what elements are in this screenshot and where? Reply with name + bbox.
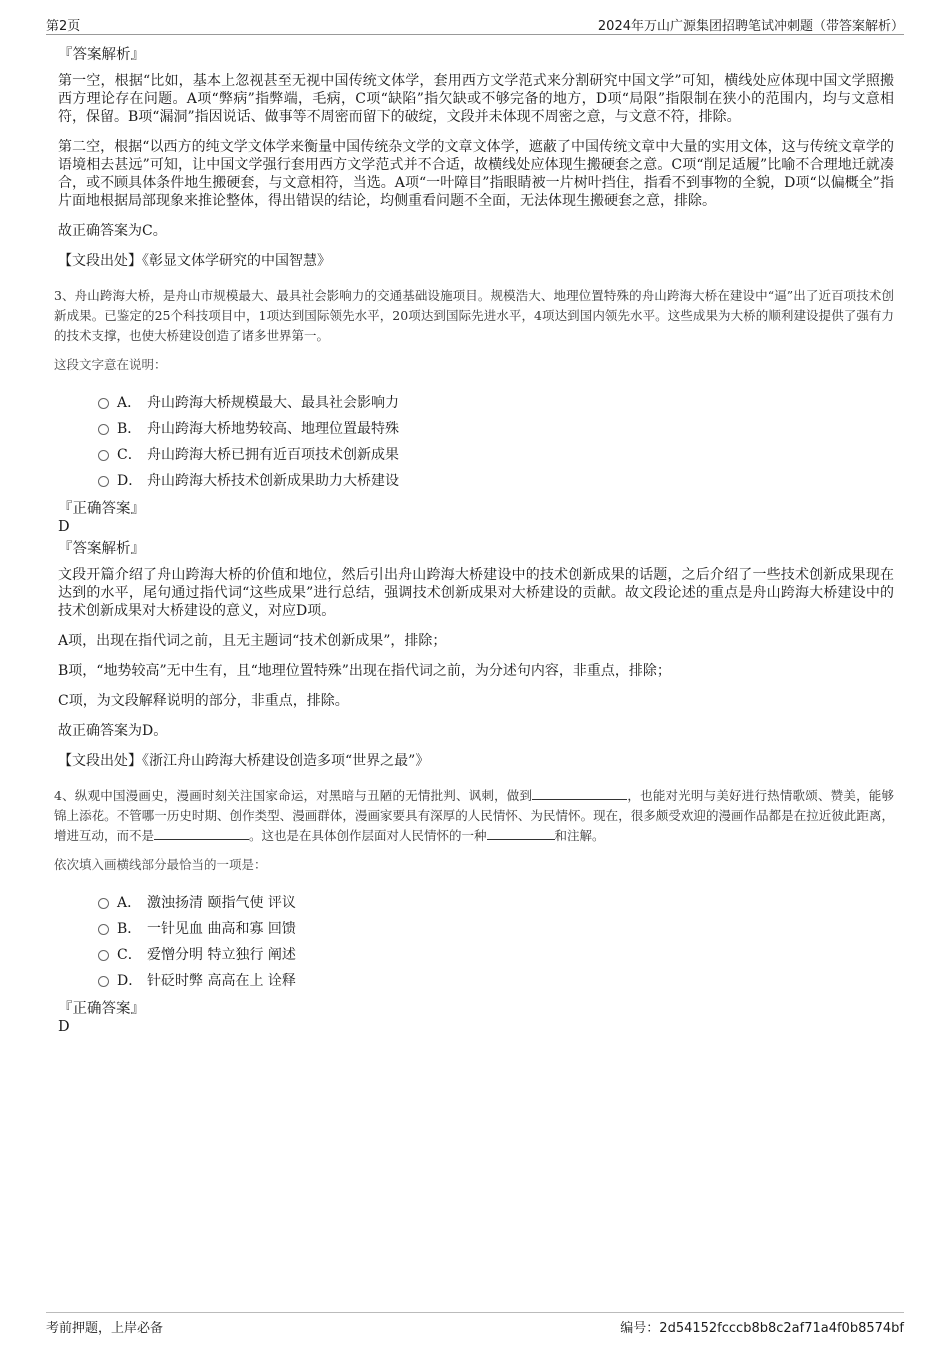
q3-analysis-p4: C项，为文段解释说明的部分，非重点，排除。 [58,693,349,709]
q2-analysis-p3: 故正确答案为C。 [58,223,167,239]
q4-text-part3: 。这也是在具体创作层面对人民情怀的一种 [249,828,487,843]
page-content [54,46,894,1036]
option-text: 针砭时弊 高高在上 诠释 [147,973,296,989]
q3-analysis-p5: 故正确答案为D。 [58,723,168,739]
radio-icon[interactable] [98,424,109,435]
q3-option-c[interactable] [98,442,894,468]
q4-option-c[interactable] [98,942,894,968]
q4-options [98,890,894,994]
option-text: 舟山跨海大桥地势较高、地理位置最特殊 [147,421,399,437]
q4-text [54,786,894,846]
q3-analysis-p2: A项，出现在指代词之前，且无主题词“技术创新成果”，排除； [58,633,447,649]
q3-correct-label: 『正确答案』 [58,501,145,517]
q3-correct-answer: D [58,519,70,535]
document-id: 编号：2d54152fcccb8b8c2af71a4f0b8574bf [620,1321,904,1336]
q2-analysis-p1: 第一空，根据“比如，基本上忽视甚至无视中国传统文体学，套用西方文学范式来分割研究中国文学”可知，横线处应体现中国文学照搬西方理论存在问题。A项“弊病”指弊端，毛病，C项“缺陷”指欠缺或不够完备的地方，D项“局限”指限制在狭小的范围内，均与文意相符，保留。B项“漏洞”指因说话、做事等不周密而留下的破绽，文段并未体现不周密之意，与文意不符，排除。 [58,73,894,125]
document-title: 2024年万山广源集团招聘笔试冲刺题（带答案解析） [597,19,904,34]
q3-option-a[interactable] [98,390,894,416]
q2-source: 【文段出处】《彰显文体学研究的中国智慧》 [58,253,331,269]
option-key: B． [117,421,142,437]
q4-option-a[interactable] [98,890,894,916]
radio-icon[interactable] [98,924,109,935]
radio-icon[interactable] [98,476,109,487]
option-key: A． [117,395,142,411]
blank-2 [154,827,249,840]
q3-text: 3、舟山跨海大桥，是舟山市规模最大、最具社会影响力的交通基础设施项目。规模浩大、地理位置特殊的舟山跨海大桥在建设中“逼”出了近百项技术创新成果。已鉴定的25个科技项目中，1项达到国际领先水平，20项达到国际先进水平，4项达到国内领先水平。这些成果为大桥的顺利建设提供了强有力的技术支撑，也使大桥建设创造了诸多世界第一。 [54,288,894,343]
option-key: C． [117,947,142,963]
q3-analysis-p1: 文段开篇介绍了舟山跨海大桥的价值和地位，然后引出舟山跨海大桥建设中的技术创新成果的话题，之后介绍了一些技术创新成果现在达到的水平，尾句通过指代词“这些成果”进行总结，强调技术创新成果对大桥建设的贡献。故文段论述的重点是舟山跨海大桥建设中的技术创新成果对大桥建设的意义，对应D项。 [58,567,894,619]
q3-analysis-p3: B项，“地势较高”无中生有，且“地理位置特殊”出现在指代词之前，为分述句内容，非重点，排除； [58,663,671,679]
radio-icon[interactable] [98,898,109,909]
blank-1 [532,787,627,800]
radio-icon[interactable] [98,398,109,409]
page-number: 第2页 [46,19,81,34]
q4-stem: 依次填入画横线部分最恰当的一项是： [54,857,267,872]
q3-stem: 这段文字意在说明： [54,357,167,372]
q3-option-d[interactable] [98,468,894,494]
option-text: 一针见血 曲高和寡 回馈 [147,921,296,937]
option-key: C． [117,447,142,463]
radio-icon[interactable] [98,950,109,961]
option-key: D． [117,473,143,489]
q2-analysis-label: 『答案解析』 [58,47,145,63]
q4-correct-label: 『正确答案』 [58,1001,145,1017]
q3-analysis-label: 『答案解析』 [58,541,145,557]
q4-correct-answer: D [58,1019,70,1035]
q4-text-part4: 和注解。 [554,828,605,843]
blank-3 [487,827,555,840]
option-key: D． [117,973,143,989]
q3-option-b[interactable] [98,416,894,442]
q3-source: 【文段出处】《浙江舟山跨海大桥建设创造多项“世界之最”》 [58,753,430,769]
q4-option-d[interactable] [98,968,894,994]
option-text: 舟山跨海大桥技术创新成果助力大桥建设 [147,473,399,489]
q4-text-part1: 4、纵观中国漫画史，漫画时刻关注国家命运，对黑暗与丑陋的无情批判、讽刺，做到 [54,788,533,803]
option-text: 舟山跨海大桥已拥有近百项技术创新成果 [147,447,399,463]
q3-options [98,390,894,494]
option-text: 激浊扬清 颐指气使 评议 [147,895,296,911]
option-text: 舟山跨海大桥规模最大、最具社会影响力 [147,395,399,411]
page-footer [46,1312,904,1335]
q4-text-part2: ，也能对光明与美好进行热情歌颂、赞美，能够锦上添花。不管哪一历史时期、创作类型、漫画群体，漫画家要具有深厚的人民情怀、为民情怀。现在，很多颇受欢迎的漫画作品都是在拉近彼此距离，增进互动，而不是 [54,788,894,843]
page-header [46,14,904,35]
option-key: B． [117,921,142,937]
radio-icon[interactable] [98,976,109,987]
option-key: A． [117,895,142,911]
q2-analysis-p2: 第二空，根据“以西方的纯文学文体学来衡量中国传统杂文学的文章文体学，遮蔽了中国传统文章中大量的实用文体，这与传统文章学的语境相去甚远”可知，让中国文学强行套用西方文学范式并不合适，故横线处应体现生搬硬套之意。C项“削足适履”比喻不合理地迁就凑合，或不顾具体条件地生搬硬套，与文意相符，当选。A项“一叶障目”指眼睛被一片树叶挡住，指看不到事物的全貌，D项“以偏概全”指片面地根据局部现象来推论整体，得出错误的结论，均侧重看问题不全面，无法体现生搬硬套之意，排除。 [58,139,894,209]
q4-option-b[interactable] [98,916,894,942]
footer-slogan: 考前押题，上岸必备 [46,1321,164,1336]
option-text: 爱憎分明 特立独行 阐述 [147,947,296,963]
radio-icon[interactable] [98,450,109,461]
